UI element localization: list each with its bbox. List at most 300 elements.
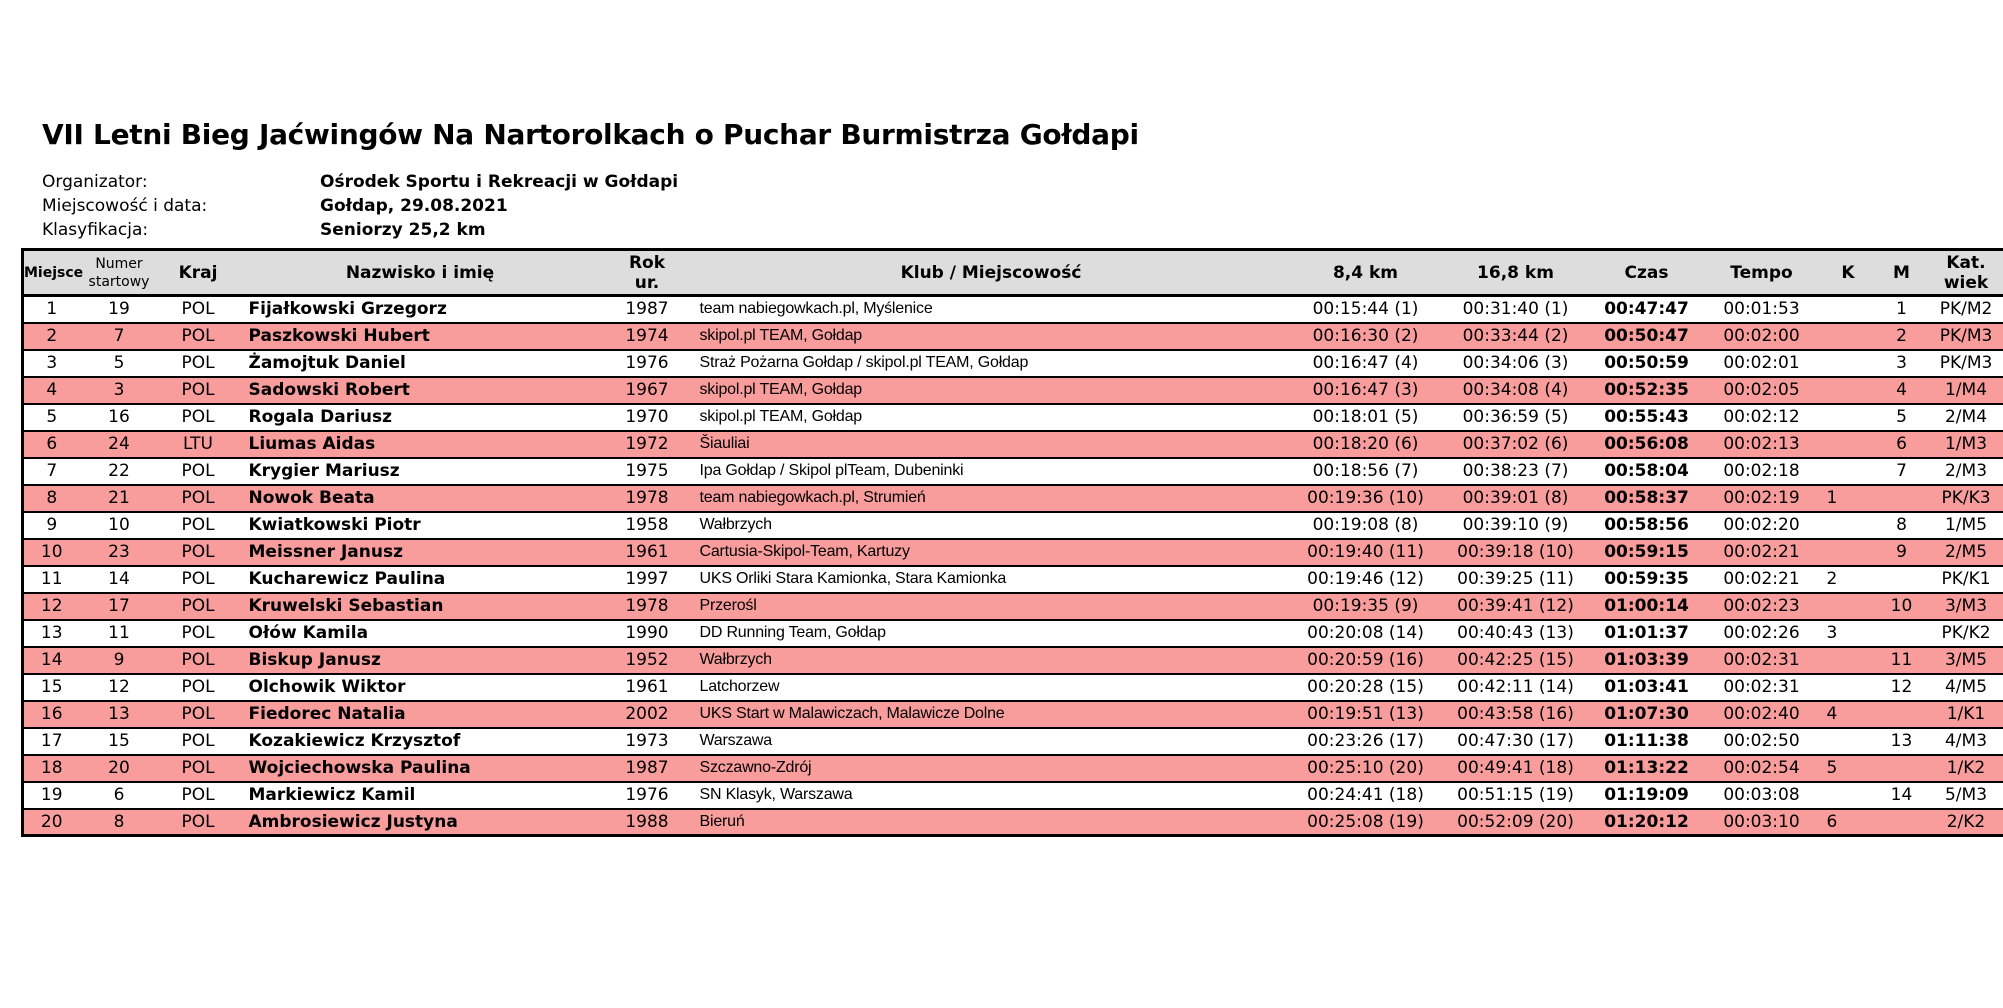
pace-cell: 00:02:50 <box>1723 731 1800 751</box>
k-cell <box>1821 674 1876 701</box>
pace-cell: 00:02:00 <box>1723 326 1800 346</box>
header-row <box>23 250 2003 296</box>
k-cell: 4 <box>1826 704 1838 724</box>
bib-cell: 6 <box>113 785 125 805</box>
m-cell <box>1876 809 1928 836</box>
k-cell <box>1821 458 1876 485</box>
year-cell: 2002 <box>625 704 669 724</box>
split-8-4-cell: 00:19:40 (11) <box>1307 542 1424 562</box>
table-row <box>23 377 2003 404</box>
split-16-8-cell: 00:37:02 (6) <box>1462 434 1569 454</box>
table-row <box>23 566 2003 593</box>
split-8-4-cell: 00:18:56 (7) <box>1312 461 1419 481</box>
country-cell: LTU <box>183 434 213 454</box>
table-row <box>23 512 2003 539</box>
split-16-8-cell: 00:33:44 (2) <box>1462 326 1569 346</box>
k-cell: 5 <box>1826 758 1838 778</box>
k-cell <box>1821 512 1876 539</box>
club-cell: Latchorzew <box>699 678 780 695</box>
category-cell: PK/M2 <box>1939 299 1993 320</box>
name-cell: Markiewicz Kamil <box>248 785 416 805</box>
country-cell: POL <box>181 811 215 832</box>
place-cell: 16 <box>40 704 63 724</box>
name-cell: Kruwelski Sebastian <box>248 596 444 616</box>
pace-cell: 00:03:10 <box>1723 811 1800 832</box>
table-row <box>23 755 2003 782</box>
bib-cell: 13 <box>108 704 130 724</box>
col-header-pace: Tempo <box>1730 262 1793 283</box>
pace-cell: 00:02:01 <box>1723 353 1800 373</box>
club-cell: Bieruń <box>699 812 745 830</box>
col-header-bib <box>80 250 159 296</box>
results-table <box>21 248 2003 837</box>
category-cell: PK/M3 <box>1939 326 1993 346</box>
split-16-8-cell: 00:39:25 (11) <box>1457 569 1574 589</box>
split-8-4-cell: 00:19:51 (13) <box>1307 704 1424 724</box>
category-cell: 1/K1 <box>1946 704 1986 724</box>
year-cell: 1987 <box>625 299 669 320</box>
place-cell: 10 <box>40 542 63 562</box>
bib-cell: 7 <box>113 326 125 346</box>
bib-cell: 16 <box>108 407 130 427</box>
m-cell <box>1876 485 1928 512</box>
name-cell: Żamojtuk Daniel <box>248 353 406 373</box>
bib-cell: 20 <box>108 758 130 778</box>
k-cell: 1 <box>1826 488 1838 508</box>
place-cell: 4 <box>46 380 58 400</box>
name-cell: Kwiatkowski Piotr <box>248 515 421 535</box>
table-row <box>23 620 2003 647</box>
year-cell: 1987 <box>625 758 669 778</box>
category-cell: 2/M3 <box>1944 461 1988 481</box>
table-row <box>23 539 2003 566</box>
time-cell: 00:52:35 <box>1604 380 1689 400</box>
category-cell: 1/M4 <box>1944 380 1988 400</box>
time-cell: 00:59:35 <box>1604 569 1689 589</box>
split-8-4-cell: 00:19:35 (9) <box>1312 596 1419 616</box>
year-cell: 1961 <box>625 542 669 562</box>
place-cell: 12 <box>40 596 63 616</box>
country-cell: POL <box>181 542 215 562</box>
table-row <box>23 809 2003 836</box>
time-cell: 01:00:14 <box>1604 596 1689 616</box>
split-16-8-cell: 00:34:08 (4) <box>1462 380 1569 400</box>
split-16-8-cell: 00:38:23 (7) <box>1462 461 1569 481</box>
time-cell: 00:55:43 <box>1604 407 1689 427</box>
table-row <box>23 674 2003 701</box>
classification-row <box>42 218 678 242</box>
k-cell <box>1821 431 1876 458</box>
place-date-label: Miejscowość i data: <box>42 196 208 216</box>
split-8-4-cell: 00:16:47 (3) <box>1312 380 1419 400</box>
col-header-split-8-4: 8,4 km <box>1332 262 1399 283</box>
split-16-8-cell: 00:51:15 (19) <box>1457 785 1574 805</box>
split-16-8-cell: 00:36:59 (5) <box>1462 407 1569 427</box>
place-cell: 11 <box>40 569 63 589</box>
table-row <box>23 350 2003 377</box>
year-cell: 1975 <box>625 461 669 481</box>
time-cell: 01:13:22 <box>1604 758 1689 778</box>
pace-cell: 00:02:05 <box>1723 380 1800 400</box>
country-cell: POL <box>181 704 215 724</box>
year-cell: 1972 <box>625 434 669 454</box>
pace-cell: 00:02:13 <box>1723 434 1800 454</box>
col-header-split-16-8: 16,8 km <box>1477 262 1554 283</box>
category-header-line2: wiek <box>1943 272 1989 293</box>
m-cell: 4 <box>1896 380 1907 400</box>
split-8-4-cell: 00:20:59 (16) <box>1307 650 1424 670</box>
split-8-4-cell: 00:16:30 (2) <box>1312 326 1419 346</box>
split-16-8-cell: 00:52:09 (20) <box>1457 811 1574 832</box>
country-cell: POL <box>181 677 215 697</box>
place-cell: 20 <box>40 811 63 832</box>
split-8-4-cell: 00:25:08 (19) <box>1307 811 1424 832</box>
name-cell: Liumas Aidas <box>248 434 376 454</box>
pace-cell: 00:02:40 <box>1723 704 1800 724</box>
club-cell: DD Running Team, Gołdap <box>699 624 886 641</box>
split-8-4-cell: 00:19:36 (10) <box>1307 488 1424 508</box>
name-cell: Ambrosiewicz Justyna <box>248 811 458 832</box>
club-cell: Ipa Gołdap / Skipol plTeam, Dubeninki <box>699 462 964 479</box>
organizer-value: Ośrodek Sportu i Rekreacji w Gołdapi <box>320 172 679 192</box>
category-cell: 2/M5 <box>1944 542 1988 562</box>
k-cell <box>1821 296 1876 323</box>
organizer-label: Organizator: <box>42 172 148 192</box>
split-8-4-cell: 00:19:46 (12) <box>1307 569 1424 589</box>
club-cell: Szczawno-Zdrój <box>699 759 812 776</box>
club-cell: UKS Orliki Stara Kamionka, Stara Kamionka <box>699 570 1007 587</box>
year-cell: 1976 <box>625 785 669 805</box>
year-cell: 1974 <box>625 326 669 346</box>
time-cell: 01:11:38 <box>1604 731 1689 751</box>
m-cell: 9 <box>1896 542 1907 562</box>
country-cell: POL <box>181 650 215 670</box>
split-8-4-cell: 00:18:20 (6) <box>1312 434 1419 454</box>
m-cell: 14 <box>1890 785 1913 805</box>
name-cell: Nowok Beata <box>248 488 375 508</box>
pace-cell: 00:02:18 <box>1723 461 1800 481</box>
country-cell: POL <box>181 515 215 535</box>
category-cell: PK/K1 <box>1941 569 1991 589</box>
name-cell: Ołów Kamila <box>248 623 369 643</box>
m-cell: 7 <box>1896 461 1907 481</box>
event-info <box>42 170 678 242</box>
club-cell: team nabiegowkach.pl, Strumień <box>699 489 926 506</box>
table-row <box>23 728 2003 755</box>
pace-cell: 00:03:08 <box>1723 785 1800 805</box>
split-16-8-cell: 00:39:18 (10) <box>1457 542 1574 562</box>
category-cell: 3/M5 <box>1944 650 1988 670</box>
split-8-4-cell: 00:23:26 (17) <box>1307 731 1424 751</box>
name-cell: Fiedorec Natalia <box>248 704 406 724</box>
club-cell: Šiauliai <box>699 435 750 452</box>
name-cell: Fijałkowski Grzegorz <box>248 299 447 320</box>
place-date-value: Gołdap, 29.08.2021 <box>320 196 508 216</box>
bib-cell: 24 <box>108 434 130 454</box>
category-cell: 3/M3 <box>1944 596 1988 616</box>
category-cell: 2/K2 <box>1946 811 1986 832</box>
k-cell: 3 <box>1826 623 1838 643</box>
table-row <box>23 296 2003 323</box>
country-cell: POL <box>181 488 215 508</box>
table-row <box>23 404 2003 431</box>
place-cell: 7 <box>46 461 58 481</box>
split-16-8-cell: 00:42:11 (14) <box>1457 677 1574 697</box>
club-cell: Wałbrzych <box>699 651 772 668</box>
place-cell: 3 <box>46 353 58 373</box>
col-header-name: Nazwisko i imię <box>345 262 495 283</box>
category-cell: 2/M4 <box>1944 407 1988 427</box>
club-cell: skipol.pl TEAM, Gołdap <box>699 408 862 425</box>
club-cell: skipol.pl TEAM, Gołdap <box>699 381 862 398</box>
m-cell <box>1876 755 1928 782</box>
year-cell: 1970 <box>625 407 669 427</box>
time-cell: 00:59:15 <box>1604 542 1689 562</box>
bib-cell: 22 <box>108 461 130 481</box>
bib-header-line2: startowy <box>88 273 150 290</box>
split-8-4-cell: 00:24:41 (18) <box>1307 785 1424 805</box>
split-8-4-cell: 00:20:08 (14) <box>1307 623 1424 643</box>
col-header-m: M <box>1893 262 1910 283</box>
table-row <box>23 782 2003 809</box>
year-cell: 1978 <box>625 488 669 508</box>
year-cell: 1997 <box>625 569 669 589</box>
split-8-4-cell: 00:15:44 (1) <box>1312 299 1419 320</box>
m-cell <box>1876 620 1928 647</box>
time-cell: 01:20:12 <box>1604 811 1689 832</box>
time-cell: 01:03:41 <box>1604 677 1689 697</box>
bib-cell: 10 <box>108 515 130 535</box>
m-cell: 2 <box>1896 326 1907 346</box>
k-cell <box>1821 782 1876 809</box>
place-cell: 6 <box>46 434 58 454</box>
year-cell: 1976 <box>625 353 669 373</box>
category-cell: 5/M3 <box>1944 785 1988 805</box>
split-8-4-cell: 00:25:10 (20) <box>1307 758 1424 778</box>
year-cell: 1990 <box>625 623 669 643</box>
name-cell: Wojciechowska Paulina <box>248 758 471 778</box>
split-16-8-cell: 00:39:10 (9) <box>1462 515 1569 535</box>
col-header-country: Kraj <box>178 262 218 283</box>
m-cell: 1 <box>1896 299 1907 320</box>
name-cell: Meissner Janusz <box>248 542 403 562</box>
year-header-line2: ur. <box>634 272 660 293</box>
category-cell: 1/M5 <box>1944 515 1988 535</box>
time-cell: 00:47:47 <box>1604 299 1689 320</box>
k-cell <box>1821 404 1876 431</box>
pace-cell: 00:02:19 <box>1723 488 1800 508</box>
table-header <box>23 250 2003 296</box>
pace-cell: 00:02:26 <box>1723 623 1800 643</box>
bib-cell: 3 <box>113 380 125 400</box>
table-row <box>23 431 2003 458</box>
table-row <box>23 485 2003 512</box>
bib-header-line1: Numer <box>95 255 143 272</box>
place-cell: 18 <box>40 758 63 778</box>
club-cell: Straż Pożarna Gołdap / skipol.pl TEAM, Gołdap <box>699 354 1029 371</box>
m-cell <box>1876 566 1928 593</box>
name-cell: Biskup Janusz <box>248 650 381 670</box>
pace-cell: 00:02:20 <box>1723 515 1800 535</box>
place-cell: 2 <box>46 326 58 346</box>
m-cell: 3 <box>1896 353 1907 373</box>
country-cell: POL <box>181 731 215 751</box>
name-cell: Rogala Dariusz <box>248 407 393 427</box>
k-cell <box>1821 323 1876 350</box>
m-cell: 12 <box>1890 677 1913 697</box>
country-cell: POL <box>181 785 215 805</box>
split-8-4-cell: 00:16:47 (4) <box>1312 353 1419 373</box>
time-cell: 00:58:56 <box>1604 515 1689 535</box>
split-8-4-cell: 00:18:01 (5) <box>1312 407 1419 427</box>
place-cell: 17 <box>40 731 63 751</box>
table-row <box>23 323 2003 350</box>
category-cell: 4/M5 <box>1944 677 1988 697</box>
col-header-place: Miejsce <box>24 264 84 281</box>
pace-cell: 00:02:21 <box>1723 569 1800 589</box>
col-header-year <box>603 250 692 296</box>
club-cell: Cartusia-Skipol-Team, Kartuzy <box>699 543 910 560</box>
place-cell: 1 <box>46 299 58 320</box>
table-row <box>23 647 2003 674</box>
club-cell: Przerośl <box>699 597 757 614</box>
country-cell: POL <box>181 569 215 589</box>
country-cell: POL <box>181 461 215 481</box>
split-16-8-cell: 00:42:25 (15) <box>1457 650 1574 670</box>
name-cell: Sadowski Robert <box>248 380 410 400</box>
year-cell: 1988 <box>625 811 669 832</box>
category-cell: 4/M3 <box>1944 731 1988 751</box>
col-header-club: Klub / Miejscowość <box>900 262 1082 283</box>
bib-cell: 23 <box>108 542 130 562</box>
pace-cell: 00:02:54 <box>1723 758 1800 778</box>
split-8-4-cell: 00:19:08 (8) <box>1312 515 1419 535</box>
bib-cell: 8 <box>113 811 125 832</box>
year-cell: 1952 <box>625 650 669 670</box>
club-cell: Warszawa <box>699 732 772 749</box>
country-cell: POL <box>181 299 215 320</box>
time-cell: 01:01:37 <box>1604 623 1689 643</box>
split-16-8-cell: 00:34:06 (3) <box>1462 353 1569 373</box>
classification-label: Klasyfikacja: <box>42 220 149 240</box>
pace-cell: 00:02:12 <box>1723 407 1800 427</box>
category-cell: PK/K3 <box>1941 488 1991 508</box>
split-16-8-cell: 00:47:30 (17) <box>1457 731 1574 751</box>
bib-cell: 15 <box>108 731 130 751</box>
classification-value: Seniorzy 25,2 km <box>320 220 486 240</box>
place-cell: 5 <box>46 407 58 427</box>
pace-cell: 00:02:31 <box>1723 650 1800 670</box>
m-cell: 10 <box>1890 596 1913 616</box>
table-body <box>23 296 2003 836</box>
time-cell: 00:50:59 <box>1604 353 1689 373</box>
category-cell: 1/K2 <box>1946 758 1986 778</box>
name-cell: Krygier Mariusz <box>248 461 400 481</box>
name-cell: Kozakiewicz Krzysztof <box>248 731 461 751</box>
k-cell <box>1821 539 1876 566</box>
split-16-8-cell: 00:40:43 (13) <box>1457 623 1574 643</box>
country-cell: POL <box>181 326 215 346</box>
bib-cell: 21 <box>108 488 130 508</box>
place-cell: 9 <box>46 515 58 535</box>
year-cell: 1961 <box>625 677 669 697</box>
country-cell: POL <box>181 407 215 427</box>
year-header-line1: Rok <box>628 252 666 273</box>
club-cell: skipol.pl TEAM, Gołdap <box>699 327 862 344</box>
split-8-4-cell: 00:20:28 (15) <box>1307 677 1424 697</box>
split-16-8-cell: 00:39:01 (8) <box>1462 488 1569 508</box>
k-cell <box>1821 647 1876 674</box>
k-cell <box>1821 350 1876 377</box>
pace-cell: 00:02:23 <box>1723 596 1800 616</box>
category-header-line1: Kat. <box>1946 252 1986 273</box>
club-cell: UKS Start w Malawiczach, Malawicze Dolne <box>699 705 1005 722</box>
col-header-time: Czas <box>1624 262 1669 283</box>
k-cell <box>1821 377 1876 404</box>
m-cell: 6 <box>1896 434 1907 454</box>
pace-cell: 00:02:31 <box>1723 677 1800 697</box>
m-cell: 8 <box>1896 515 1907 535</box>
club-cell: SN Klasyk, Warszawa <box>699 786 853 803</box>
time-cell: 01:19:09 <box>1604 785 1689 805</box>
table-row <box>23 701 2003 728</box>
country-cell: POL <box>181 380 215 400</box>
k-cell <box>1821 728 1876 755</box>
country-cell: POL <box>181 758 215 778</box>
name-cell: Paszkowski Hubert <box>248 326 430 346</box>
k-cell: 6 <box>1826 811 1838 832</box>
bib-cell: 14 <box>108 569 130 589</box>
bib-cell: 17 <box>108 596 130 616</box>
place-cell: 13 <box>40 623 63 643</box>
bib-cell: 12 <box>108 677 130 697</box>
year-cell: 1978 <box>625 596 669 616</box>
place-date-row <box>42 194 678 218</box>
m-cell: 5 <box>1896 407 1907 427</box>
col-header-category <box>1928 250 2003 296</box>
m-cell: 11 <box>1890 650 1913 670</box>
organizer-row <box>42 170 678 194</box>
bib-cell: 11 <box>108 623 130 643</box>
year-cell: 1973 <box>625 731 669 751</box>
place-cell: 8 <box>46 488 58 508</box>
name-cell: Kucharewicz Paulina <box>248 569 446 589</box>
col-header-k: K <box>1841 262 1855 283</box>
bib-cell: 9 <box>113 650 125 670</box>
time-cell: 00:56:08 <box>1604 434 1689 454</box>
split-16-8-cell: 00:31:40 (1) <box>1462 299 1569 320</box>
split-16-8-cell: 00:43:58 (16) <box>1457 704 1574 724</box>
category-cell: PK/M3 <box>1939 353 1993 373</box>
split-16-8-cell: 00:49:41 (18) <box>1457 758 1574 778</box>
year-cell: 1958 <box>625 515 669 535</box>
bib-cell: 19 <box>108 299 130 320</box>
time-cell: 01:03:39 <box>1604 650 1689 670</box>
time-cell: 00:58:04 <box>1604 461 1689 481</box>
category-cell: 1/M3 <box>1944 434 1988 454</box>
place-cell: 14 <box>40 650 63 670</box>
country-cell: POL <box>181 353 215 373</box>
time-cell: 00:50:47 <box>1604 326 1689 346</box>
split-16-8-cell: 00:39:41 (12) <box>1457 596 1574 616</box>
country-cell: POL <box>181 623 215 643</box>
table-row <box>23 458 2003 485</box>
category-cell: PK/K2 <box>1941 623 1991 643</box>
k-cell <box>1821 593 1876 620</box>
document-title: VII Letni Bieg Jaćwingów Na Nartorolkach o Puchar Burmistrza Gołdapi <box>42 118 1139 151</box>
bib-cell: 5 <box>113 353 125 373</box>
pace-cell: 00:02:21 <box>1723 542 1800 562</box>
